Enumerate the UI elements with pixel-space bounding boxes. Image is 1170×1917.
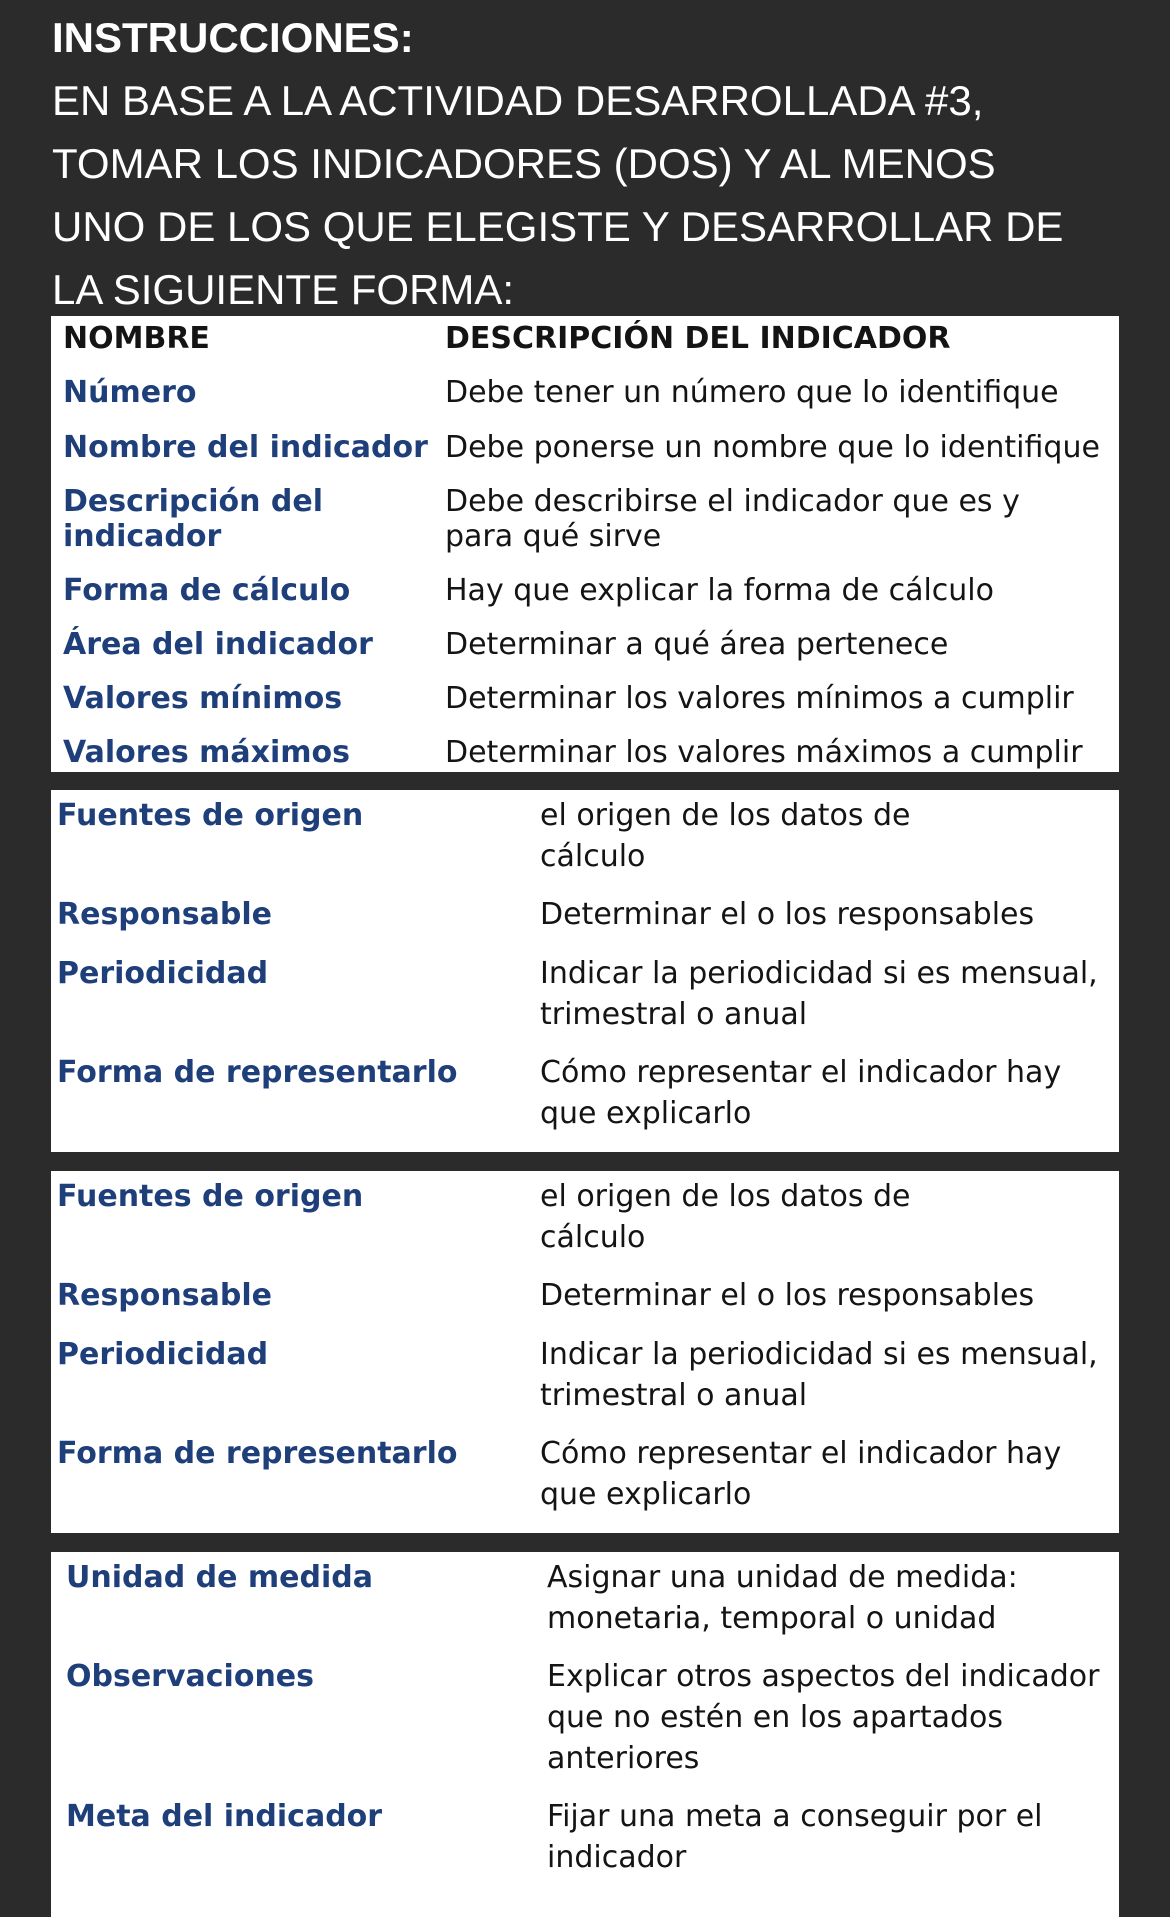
row-name: Forma de representarlo bbox=[57, 1055, 458, 1090]
row-description: Indicar la periodicidad si es mensual, trimestral o anual bbox=[540, 1337, 1098, 1413]
row-name: Número bbox=[63, 375, 197, 410]
row-description: Hay que explicar la forma de cálculo bbox=[445, 573, 994, 608]
row-name: Periodicidad bbox=[57, 956, 269, 991]
row-description: el origen de los datos de cálculo bbox=[540, 798, 911, 874]
row-name: Responsable bbox=[57, 1278, 272, 1313]
row-description: Cómo representar el indicador hay que explicarlo bbox=[540, 1055, 1062, 1131]
row-description: Determinar el o los responsables bbox=[540, 897, 1035, 932]
row-description: Explicar otros aspectos del indicador que no estén en los apartados anteriores bbox=[547, 1659, 1100, 1776]
instructions-line: LA SIGUIENTE FORMA: bbox=[52, 266, 515, 313]
row-description: Asignar una unidad de medida: monetaria, temporal o unidad bbox=[547, 1560, 1018, 1636]
row-name: Nombre del indicador bbox=[63, 430, 428, 465]
row-description: el origen de los datos de cálculo bbox=[540, 1179, 911, 1255]
row-name: Descripción del indicador bbox=[63, 484, 324, 554]
instructions-line: TOMAR LOS INDICADORES (DOS) Y AL MENOS bbox=[52, 140, 996, 187]
instructions-line: EN BASE A LA ACTIVIDAD DESARROLLADA #3, bbox=[52, 77, 984, 124]
row-name: Forma de representarlo bbox=[57, 1436, 458, 1471]
row-name: Unidad de medida bbox=[66, 1560, 373, 1595]
indicator-table-sources-2 bbox=[51, 1171, 1119, 1533]
row-description: Debe describirse el indicador que es y para qué sirve bbox=[445, 484, 1020, 554]
row-name: Forma de cálculo bbox=[63, 573, 351, 608]
row-description: Cómo representar el indicador hay que explicarlo bbox=[540, 1436, 1062, 1512]
row-description: Debe ponerse un nombre que lo identifique bbox=[445, 430, 1100, 465]
row-name: Valores máximos bbox=[63, 735, 351, 770]
instructions-block bbox=[52, 6, 1132, 321]
column-header-description: DESCRIPCIÓN DEL INDICADOR bbox=[445, 321, 951, 356]
row-name: Meta del indicador bbox=[66, 1799, 383, 1834]
row-description: Determinar el o los responsables bbox=[540, 1278, 1035, 1313]
row-name: Fuentes de origen bbox=[57, 1179, 364, 1214]
row-description: Fijar una meta a conseguir por el indicador bbox=[547, 1799, 1043, 1875]
row-name: Valores mínimos bbox=[63, 681, 343, 716]
row-description: Determinar los valores mínimos a cumplir bbox=[445, 681, 1074, 716]
row-name: Periodicidad bbox=[57, 1337, 269, 1372]
column-header-name: NOMBRE bbox=[63, 321, 210, 356]
row-name: Área del indicador bbox=[63, 627, 373, 662]
row-description: Determinar a qué área pertenece bbox=[445, 627, 949, 662]
row-description: Debe tener un número que lo identifique bbox=[445, 375, 1059, 410]
instructions-title: INSTRUCCIONES: bbox=[52, 14, 414, 61]
row-name: Observaciones bbox=[66, 1659, 315, 1694]
indicator-table-main bbox=[51, 316, 1119, 772]
row-description: Indicar la periodicidad si es mensual, trimestral o anual bbox=[540, 956, 1098, 1032]
row-name: Responsable bbox=[57, 897, 272, 932]
instructions-line: UNO DE LOS QUE ELEGISTE Y DESARROLLAR DE bbox=[52, 203, 1064, 250]
indicator-table-measures bbox=[51, 1552, 1119, 1917]
indicator-table-sources-1 bbox=[51, 790, 1119, 1152]
row-description: Determinar los valores máximos a cumplir bbox=[445, 735, 1083, 770]
row-name: Fuentes de origen bbox=[57, 798, 364, 833]
